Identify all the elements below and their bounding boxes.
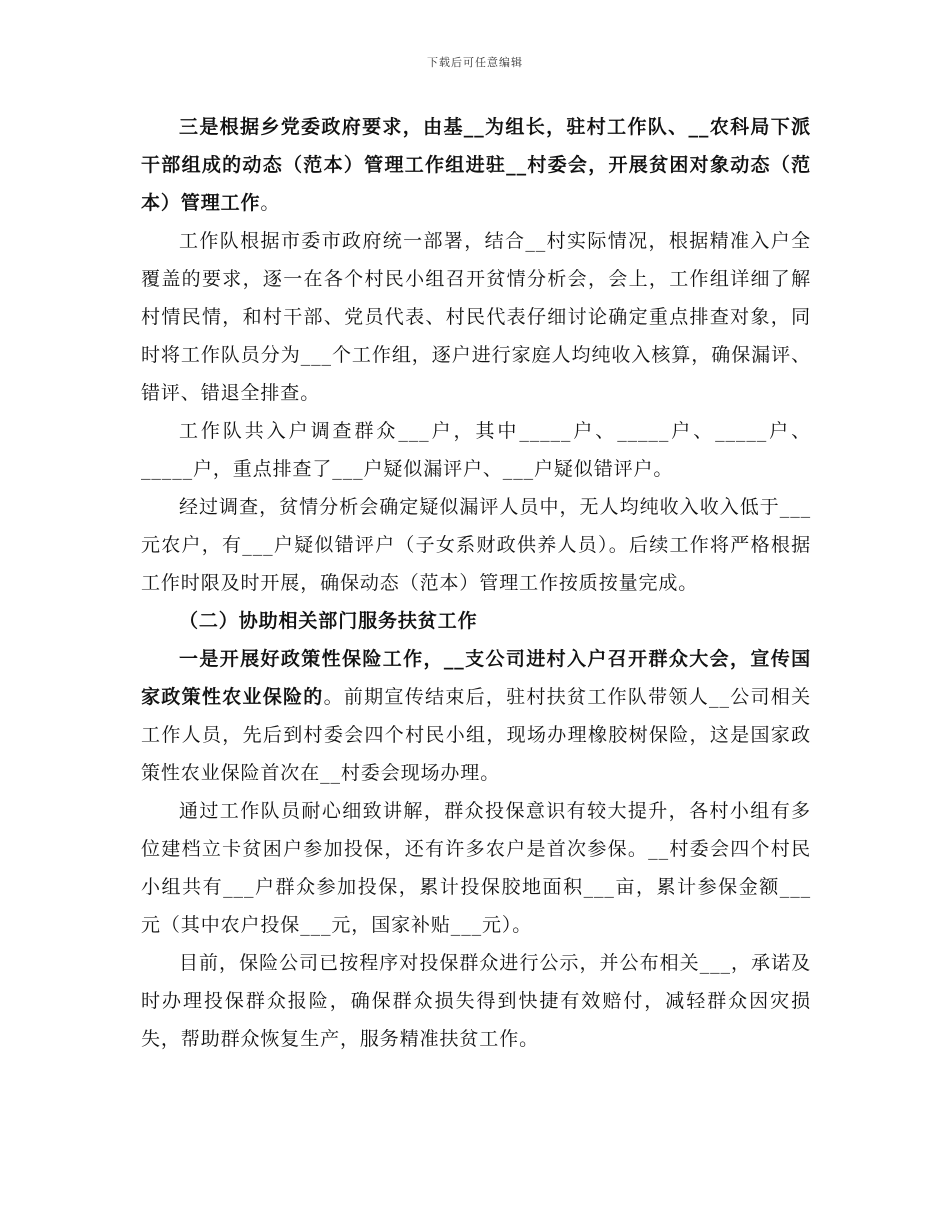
paragraph-2: 工作队根据市委市政府统一部署，结合__村实际情况，根据精准入户全覆盖的要求，逐一在各个村民小组召开贫情分析会，会上，工作组详细了解村情民情，和村干部、党员代表、村民代表仔细讨论确定重点排查对象，同时将工作队员分为___个工作组，逐户进行家庭人均纯收入核算，确保漏评、错评、错退全排查。 <box>141 230 811 404</box>
section-heading-text: （二）协助相关部门服务扶贫工作 <box>179 610 478 632</box>
paragraph-4: 经过调查，贫情分析会确定疑似漏评人员中，无人均纯收入收入低于___元农户，有___户疑似错评户（子女系财政供养人员）。后续工作将严格根据工作时限及时开展，确保动态（范本）管理工作按质按量完成。 <box>141 496 811 594</box>
section-heading <box>141 602 811 640</box>
document-body <box>141 108 811 1058</box>
paragraph-6-text: 。前期宣传结束后，驻村扶贫工作队带领人__公司相关工作人员，先后到村委会四个村民小组，现场办理橡胶树保险，这是国家政策性农业保险首次在__村委会现场办理。 <box>141 686 811 784</box>
paragraph-7: 通过工作队员耐心细致讲解，群众投保意识有较大提升，各村小组有多位建档立卡贫困户参加投保，还有许多农户是首次参保。__村委会四个村民小组共有___户群众参加投保，累计投保胶地面积___亩，累计参保金额___元（其中农户投保___元，国家补贴___元）。 <box>141 800 811 936</box>
paragraph-6 <box>141 640 811 792</box>
page-header: 下载后可任意编辑 <box>427 56 523 69</box>
paragraph-1-bold-lead: 三是根据乡党委政府要求，由基__为组长，驻村工作队、__农科局下派干部组成的动态（范本）管理工作组进驻__村委会，开展贫困对象动态（范本）管理工作 <box>141 116 811 214</box>
paragraph-1 <box>141 108 811 222</box>
paragraph-3: 工作队共入户调查群众___户，其中_____户、_____户、_____户、_____户，重点排查了___户疑似漏评户、___户疑似错评户。 <box>141 420 811 480</box>
paragraph-1-text: 。 <box>260 192 281 214</box>
paragraph-6-bold-lead: 一是开展好政策性保险工作，__支公司进村入户召开群众大会，宣传国家政策性农业保险的 <box>141 648 811 708</box>
paragraph-8: 目前，保险公司已按程序对投保群众进行公示，并公布相关___，承诺及时办理投保群众报险，确保群众损失得到快捷有效赔付，减轻群众因灾损失，帮助群众恢复生产，服务精准扶贫工作。 <box>141 952 811 1050</box>
